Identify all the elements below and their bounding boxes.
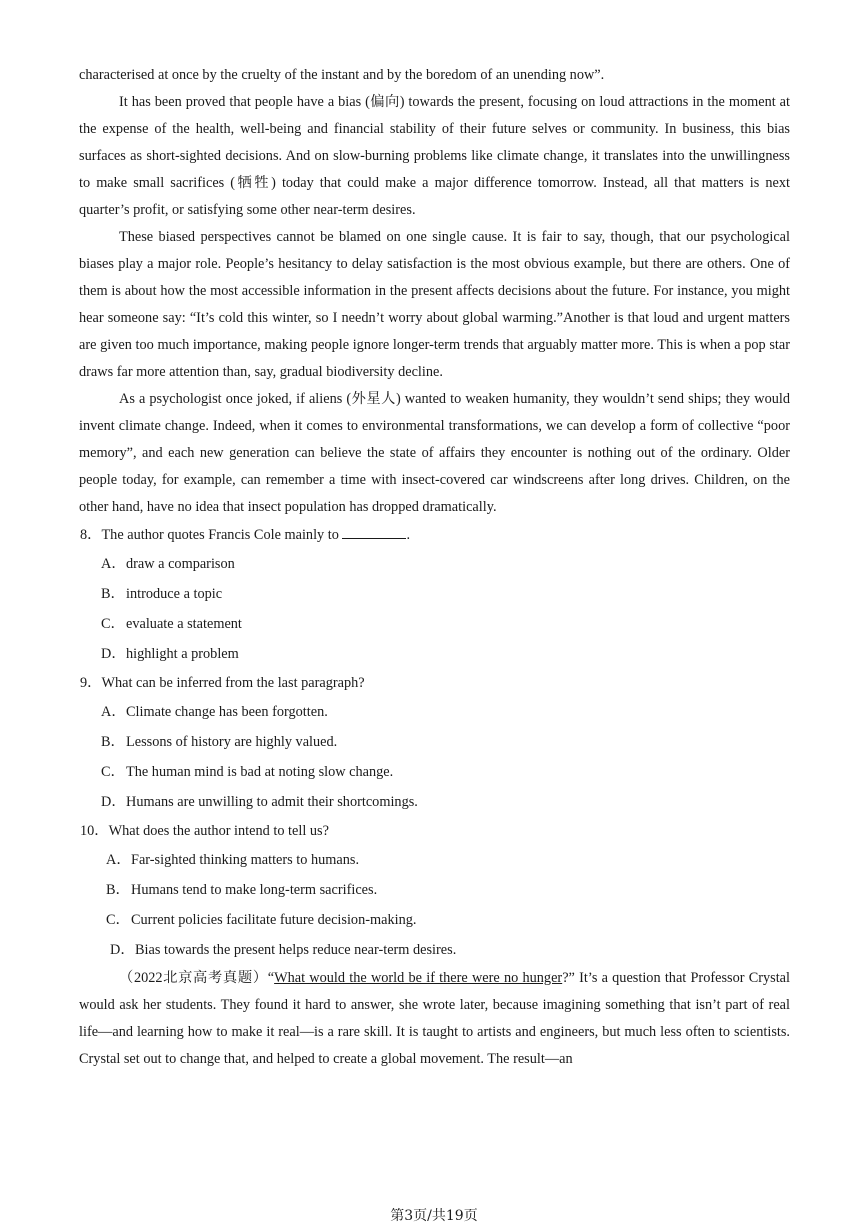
- option-text: Humans tend to make long-term sacrifices.: [131, 882, 378, 898]
- option-letter: A．: [101, 556, 126, 572]
- option-c: [79, 609, 790, 639]
- option-letter: C．: [106, 912, 130, 928]
- option-a: [79, 697, 790, 727]
- passage-text: It’s a question that Professor Crystal would ask her students. They found it hard to answer, she wrote later, because imagining something that isn’t part of real life—and learning how to make it real—is a rare skill. It is taught to artists and engineers, but much less often to scientists. Crystal set out to change that, and helped to create a global movement. The result—an: [79, 970, 790, 1067]
- option-text: Humans are unwilling to admit their shortcomings.: [126, 794, 418, 810]
- paragraph-aliens: As a psychologist once joked, if aliens (外星人) wanted to weaken humanity, they wouldn’t send ships; they would invent climate change. Indeed, when it comes to environmental transformations, we can develop a form of collective “poor memory”, and each new generation can believe the state of affairs they encounter is nothing out of the ordinary. Older people today, for example, can remember a time with insect-covered car windscreens after long drives. Children, on the other hand, have no idea that insect population has dropped dramatically.: [79, 391, 790, 515]
- underlined-question: What would the world be if there were no hunger: [274, 970, 563, 986]
- question-text: The author quotes Francis Cole mainly to: [101, 527, 339, 543]
- paragraph-next-passage: [79, 965, 790, 1073]
- passage-source: （2022北京高考真题）: [119, 970, 268, 986]
- option-d: [79, 787, 790, 817]
- option-text: Far-sighted thinking matters to humans.: [131, 852, 360, 868]
- option-letter: A．: [106, 852, 131, 868]
- option-text: evaluate a statement: [126, 616, 242, 632]
- question-text-end: .: [406, 527, 411, 543]
- option-letter: B．: [106, 882, 130, 898]
- question-number: 10．: [80, 823, 109, 839]
- option-text: Lessons of history are highly valued.: [126, 734, 338, 750]
- option-letter: C．: [101, 616, 125, 632]
- option-letter: D．: [101, 646, 126, 662]
- answer-blank: [342, 526, 406, 539]
- option-letter: B．: [101, 734, 125, 750]
- paragraph-biased-perspectives: These biased perspectives cannot be blamed on one single cause. It is fair to say, though, that our psychological biases play a major role. People’s hesitancy to delay satisfaction is the most obvious example, but there are others. One of them is about how the most accessible information in the present affects decisions about the future. For instance, you might hear someone say: “It’s cold this winter, so I needn’t worry about global warming.”Another is that loud and urgent matters are given too much importance, making people ignore longer-term trends that arguably matter more. This is when a pop star draws far more attention than, say, gradual biodiversity decline.: [79, 229, 790, 380]
- question-number: 8．: [80, 527, 102, 543]
- option-letter: D．: [110, 942, 135, 958]
- question-stem: [79, 669, 790, 697]
- option-letter: B．: [101, 586, 125, 602]
- option-letter: D．: [101, 794, 126, 810]
- option-text: The human mind is bad at noting slow change.: [126, 764, 394, 780]
- question-number: 9．: [80, 675, 102, 691]
- quote-open: “: [267, 970, 275, 986]
- option-text: Bias towards the present helps reduce near-term desires.: [135, 942, 457, 958]
- option-a: [79, 549, 790, 579]
- paragraph-present-bias: It has been proved that people have a bias (偏向) towards the present, focusing on loud attractions in the moment at the expense of the health, well-being and financial stability of their future selves or community. In business, this bias surfaces as short-sighted decisions. And on slow-burning problems like climate change, it translates into the unwillingness to make small sacrifices (牺牲) today that could make a major difference tomorrow. Instead, all that matters is next quarter’s profit, or satisfying some other near-term desires.: [79, 94, 790, 218]
- option-d: [79, 935, 790, 965]
- question-stem: [79, 817, 790, 845]
- option-c: [79, 905, 790, 935]
- option-letter: C．: [101, 764, 125, 780]
- option-d: [79, 639, 790, 669]
- paragraph-continuation: characterised at once by the cruelty of the instant and by the boredom of an unending now”.: [79, 67, 605, 83]
- option-text: Climate change has been forgotten.: [126, 704, 328, 720]
- option-c: [79, 757, 790, 787]
- quote-close: ?”: [562, 970, 575, 986]
- question-stem: [79, 521, 790, 549]
- option-a: [79, 845, 790, 875]
- option-b: [79, 875, 790, 905]
- option-text: introduce a topic: [126, 586, 223, 602]
- page-content: [79, 62, 790, 1073]
- question-9: [79, 669, 790, 817]
- option-text: Current policies facilitate future decision-making.: [131, 912, 417, 928]
- question-text: What does the author intend to tell us?: [108, 823, 329, 839]
- page-number-footer: 第3页/共19页: [390, 1208, 478, 1224]
- option-text: highlight a problem: [126, 646, 239, 662]
- option-letter: A．: [101, 704, 126, 720]
- question-text: What can be inferred from the last paragraph?: [101, 675, 365, 691]
- option-text: draw a comparison: [126, 556, 235, 572]
- question-8: [79, 521, 790, 669]
- option-b: [79, 579, 790, 609]
- question-10: [79, 817, 790, 965]
- option-b: [79, 727, 790, 757]
